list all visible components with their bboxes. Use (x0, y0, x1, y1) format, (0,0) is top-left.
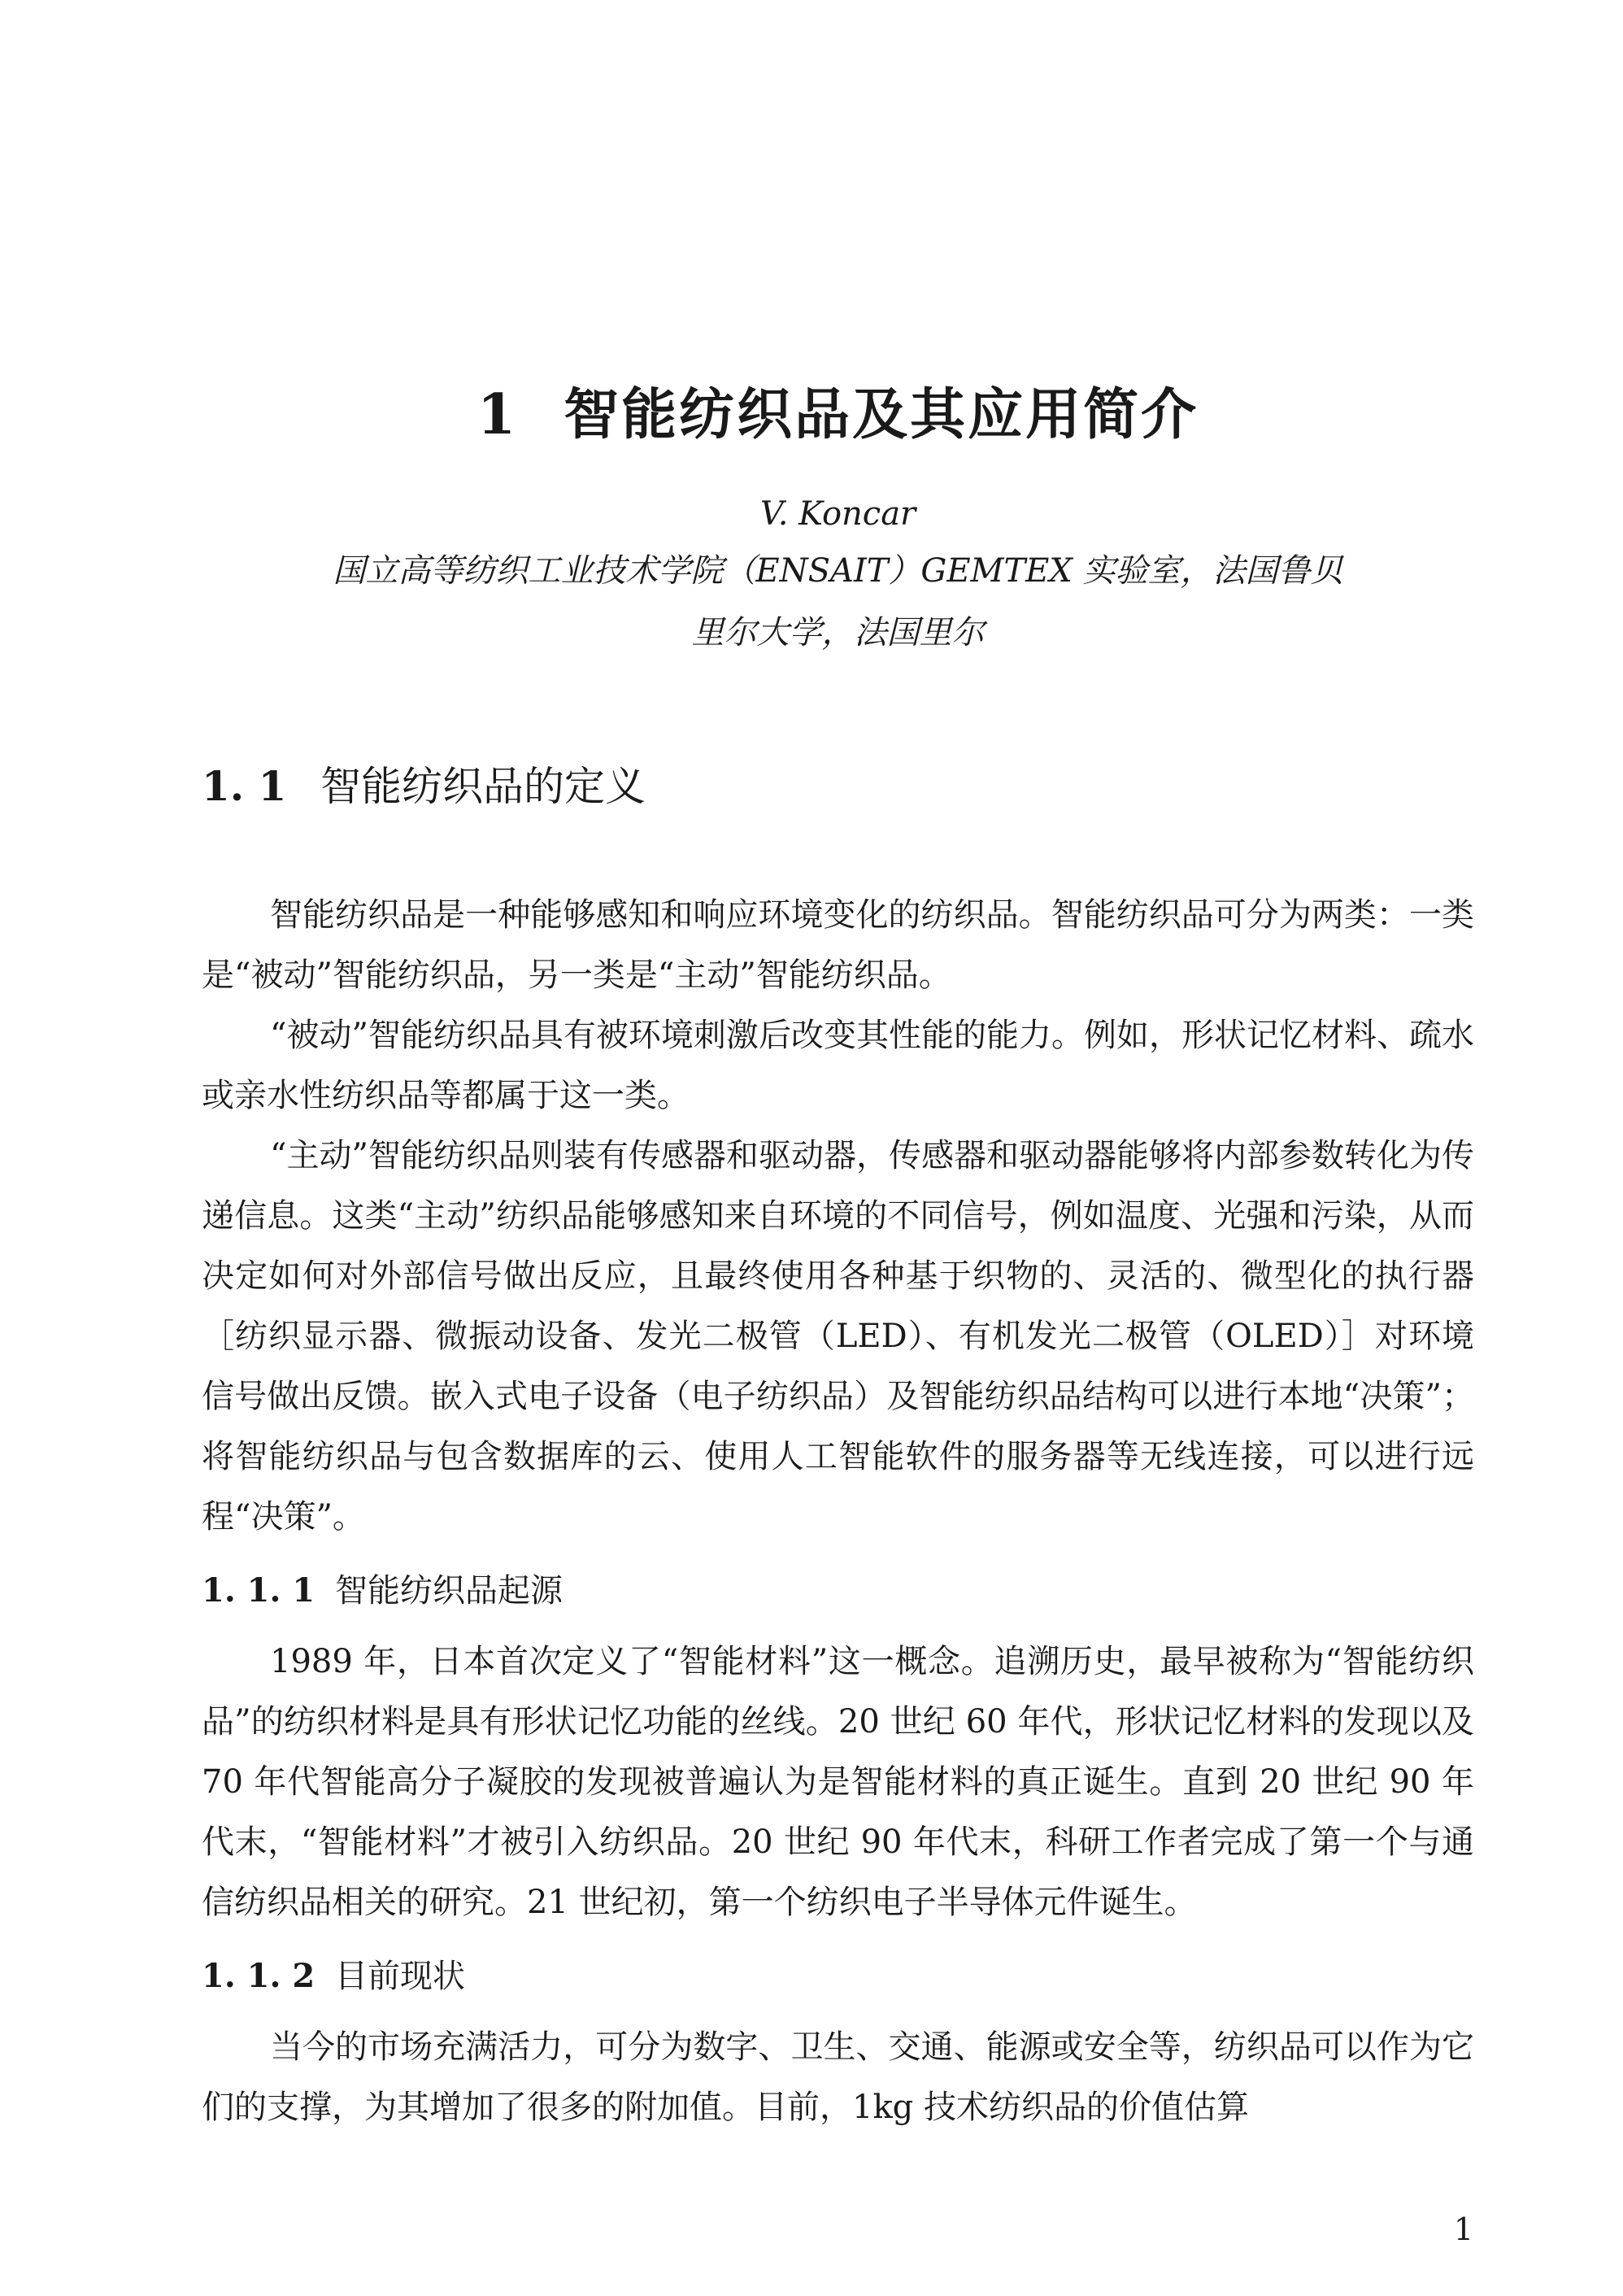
subsection-title-text: 智能纺织品起源 (335, 1572, 563, 1610)
section-body (202, 885, 1474, 1547)
page-content (202, 374, 1474, 2137)
chapter-title (202, 374, 1474, 455)
chapter-number: 1 (476, 382, 519, 447)
affiliation-line-2: 里尔大学，法国里尔 (691, 614, 985, 651)
paragraph: “被动”智能纺织品具有被环境刺激后改变其性能的能力。例如，形状记忆材料、疏水或亲水性纺织品等都属于这一类。 (202, 1017, 1474, 1114)
subsection-heading-status (202, 1952, 1474, 2001)
affiliation (202, 542, 1474, 662)
subsection-number: 1. 1. 2 (202, 1957, 315, 1995)
section-number: 1. 1 (202, 762, 287, 810)
subsection-title-text: 目前现状 (335, 1958, 465, 1995)
subsection-number: 1. 1. 1 (202, 1571, 315, 1610)
section-title-text: 智能纺织品的定义 (320, 763, 646, 810)
subsection-heading-origin (202, 1566, 1474, 1615)
page-number: 1 (1453, 2211, 1473, 2247)
paragraph: “主动”智能纺织品则装有传感器和驱动器，传感器和驱动器能够将内部参数转化为传递信息。这类“主动”纺织品能够感知来自环境的不同信号，例如温度、光强和污染，从而决定如何对外部信号做出反应，且最终使用各种基于织物的、灵活的、微型化的执行器［纺织显示器、微振动设备、发光二极管（LED）、有机发光二极管（OLED）］对环境信号做出反馈。嵌入式电子设备（电子纺织品）及智能纺织品结构可以进行本地“决策”；将智能纺织品与包含数据库的云、使用人工智能软件的服务器等无线连接，可以进行远程“决策”。 (202, 1137, 1474, 1536)
section-heading (202, 758, 1474, 815)
affiliation-line-1: 国立高等纺织工业技术学院（ENSAIT）GEMTEX 实验室，法国鲁贝 (333, 552, 1343, 590)
paragraph: 当今的市场充满活力，可分为数字、卫生、交通、能源或安全等，纺织品可以作为它们的支撑，为其增加了很多的附加值。目前，1kg 技术纺织品的价值估算 (202, 2028, 1474, 2126)
chapter-title-text: 智能纺织品及其应用简介 (563, 382, 1199, 447)
author: V. Koncar (759, 495, 916, 533)
paragraph: 智能纺织品是一种能够感知和响应环境变化的纺织品。智能纺织品可分为两类：一类是“被动”智能纺织品，另一类是“主动”智能纺织品。 (202, 896, 1474, 994)
paragraph: 1989 年，日本首次定义了“智能材料”这一概念。追溯历史，最早被称为“智能纺织品”的纺织材料是具有形状记忆功能的丝线。20 世纪 60 年代，形状记忆材料的发现以及 70 年代智能高分子凝胶的发现被普遍认为是智能材料的真正诞生。直到 20 世纪 90 年代末，“智能材料”才被引入纺织品。20 世纪 90 年代末，科研工作者完成了第一个与通信纺织品相关的研究。21 世纪初，第一个纺织电子半导体元件诞生。 (202, 1643, 1474, 1921)
